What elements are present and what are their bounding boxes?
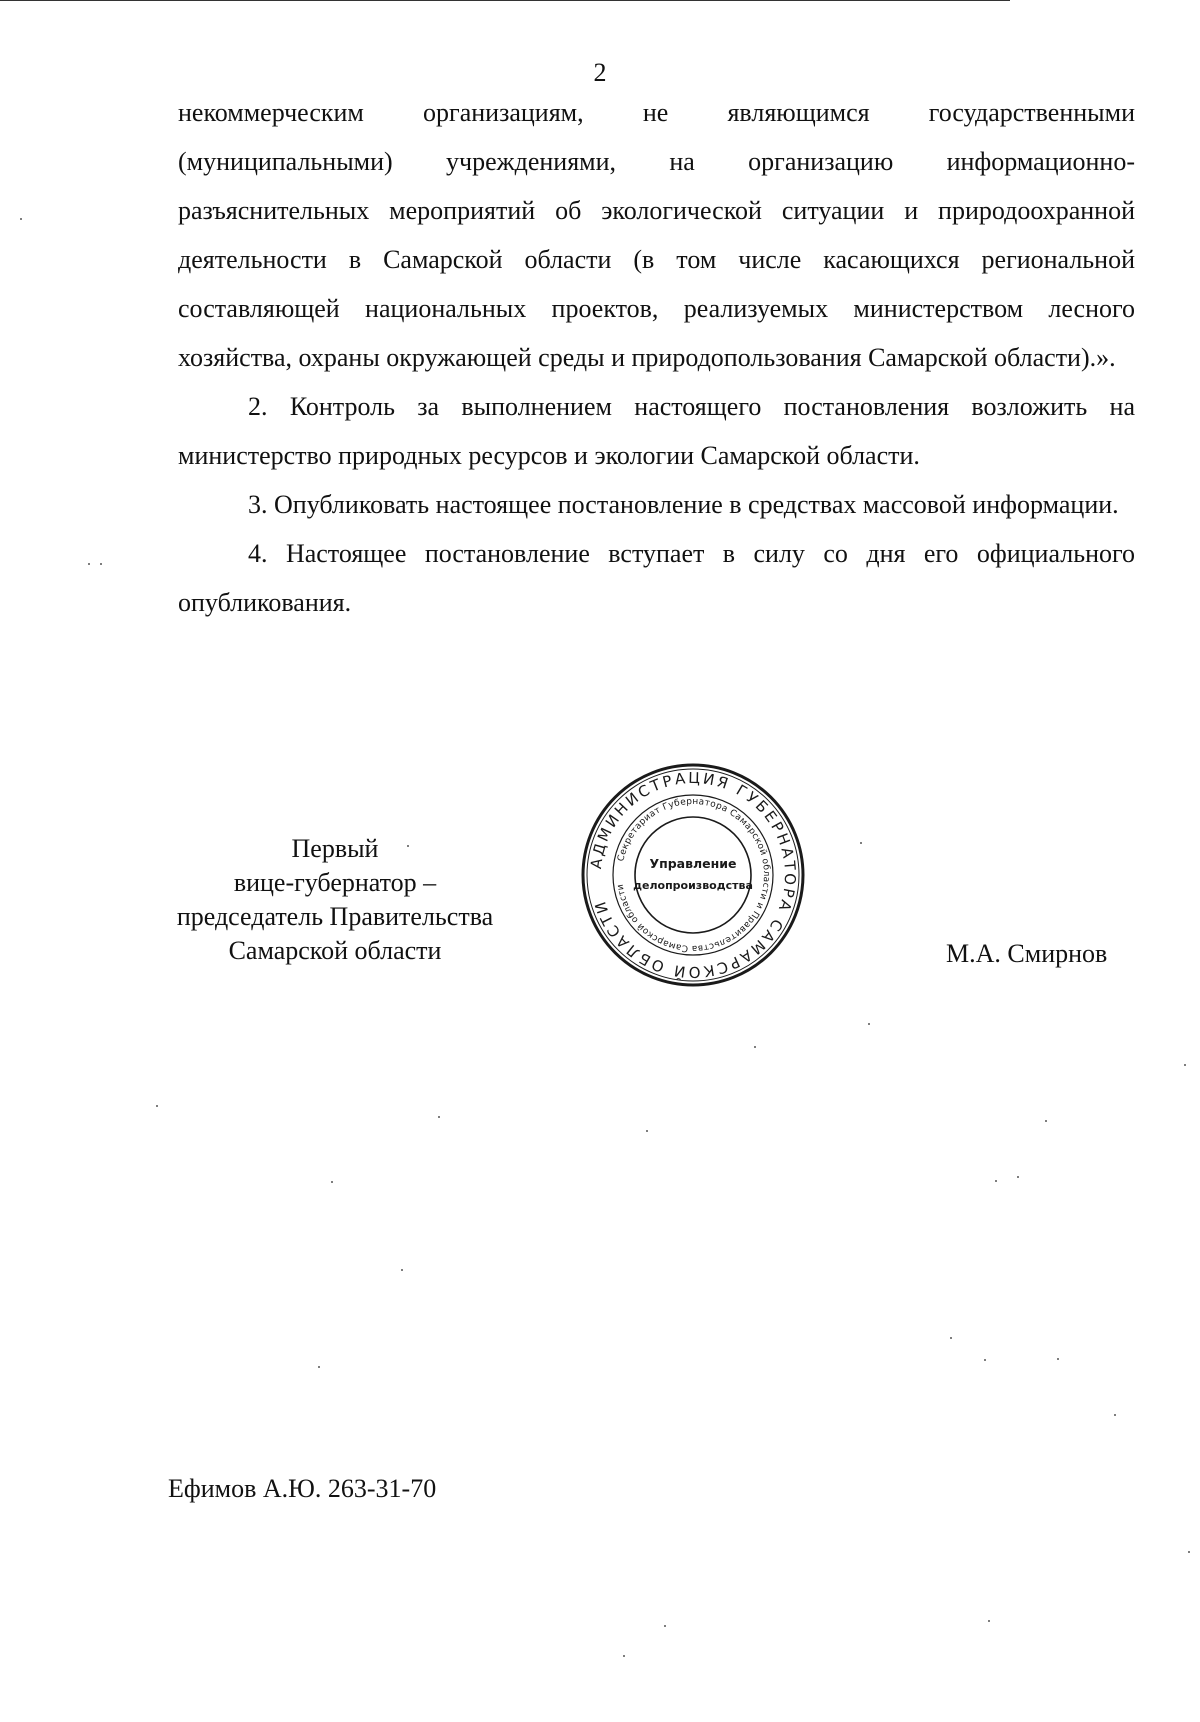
scan-speck xyxy=(438,1116,440,1118)
executor-contact: Ефимов А.Ю. 263-31-70 xyxy=(168,1474,437,1503)
official-seal-stamp xyxy=(578,760,808,990)
document-body xyxy=(178,88,1135,627)
seal-center-text: Управление xyxy=(649,856,737,871)
scan-speck xyxy=(407,845,409,847)
seal-middle-ring xyxy=(613,795,773,955)
scan-speck xyxy=(1184,1064,1186,1066)
scan-speck xyxy=(623,1655,625,1657)
scan-speck xyxy=(20,218,22,220)
seal-center-text: делопроизводства xyxy=(633,879,753,892)
signatory-line: Самарской области xyxy=(228,936,442,965)
scan-speck xyxy=(754,1046,756,1048)
scan-speck xyxy=(1188,1551,1190,1553)
signatory-line: председатель Правительства xyxy=(176,902,494,931)
scan-speck xyxy=(318,1366,320,1368)
scan-speck xyxy=(950,1337,952,1339)
scan-speck xyxy=(860,842,862,844)
scan-speck xyxy=(156,1105,158,1107)
scan-speck xyxy=(401,1269,403,1271)
seal-inner-text: Секретариат Губернатора Самарской области и Правительства Самарской области xyxy=(615,796,772,954)
paragraph-control: 2. Контроль за выполнением настоящего постановления возложить на министерство природных ресурсов и экологии Самарской области. xyxy=(178,392,1135,470)
scan-speck xyxy=(995,1180,997,1182)
signatory-title xyxy=(150,832,520,968)
scan-speck xyxy=(100,563,102,565)
scan-speck xyxy=(868,1023,870,1025)
paragraph-publish: 3. Опубликовать настоящее постановление в средствах массовой информации. xyxy=(248,490,1119,519)
seal-outer-text: АДМИНИСТРАЦИЯ ГУБЕРНАТОРА САМАРСКОЙ ОБЛАСТИ xyxy=(587,768,800,982)
paragraph-effective-date: 4. Настоящее постановление вступает в силу со дня его официального опубликования. xyxy=(178,539,1135,617)
signer-name: М.А. Смирнов xyxy=(946,939,1108,968)
paragraph-continuation: некоммерческим организациям, не являющимся государственными (муниципальными) учреждениями, на организацию информационно-разъяснительных мероприятий об экологической ситуации и природоохранной деятельности в Самарской области (в том числе касающихся региональной составляющей национальных проектов, реализуемых министерством лесного хозяйства, охраны окружающей среды и природопользования Самарской области).». xyxy=(178,98,1135,372)
scan-speck xyxy=(984,1359,986,1361)
scan-speck xyxy=(1114,1414,1116,1416)
scan-speck xyxy=(1017,1176,1019,1178)
scan-speck xyxy=(1057,1358,1059,1360)
scan-speck xyxy=(988,1620,990,1622)
page-number: 2 xyxy=(593,58,607,87)
scan-speck xyxy=(88,563,90,565)
scan-speck xyxy=(664,1625,666,1627)
seal-graphic xyxy=(578,760,808,990)
scan-speck xyxy=(331,1181,333,1183)
scan-speck xyxy=(1045,1120,1047,1122)
top-border-line xyxy=(0,0,1010,1)
signatory-line: Первый xyxy=(291,834,379,863)
scan-speck xyxy=(646,1130,648,1132)
seal-inner-ring xyxy=(635,817,751,933)
signatory-line: вице-губернатор – xyxy=(233,868,437,897)
